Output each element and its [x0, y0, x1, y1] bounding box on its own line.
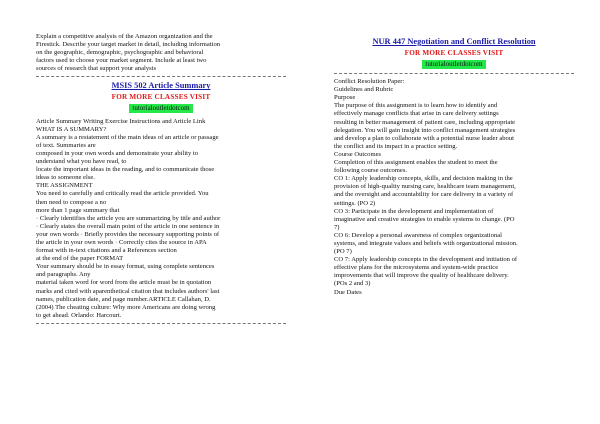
right-title[interactable]: NUR 447 Negotiation and Conflict Resolution: [372, 37, 536, 46]
left-body-text: Article Summary Writing Exercise Instructions and Article Link WHAT IS A SUMMARY? A summary is a restatement of the main ideas of an article or passage of text. Summaries are composed in your own words and demonstrate your ability to understand what you have read, to locate the important ideas in the reading, and to communicate those ideas to someone else. THE ASSIGNMENT You need to carefully and critically read the article provided. You then need to compose a no more than 1 page summary that · Clearly identifies the article you are summarizing by title and author · Clearly states the overall main point of the article in one sentence in your own words · Briefly provides the necessary supporting points of the article in your own words · Correctly cites the source in APA format with in-text citations and a References section at the end of the paper FORMAT Your summary should be in essay format, using complete sentences and paragraphs. Any material taken word for word from the article must be in quotation marks and cited with aparenthetical citation that includes authors' last names, publication date, and page number.ARTICLE Callahan, D. (2004) The cheating culture: Why more Americans are doing wrong to get ahead. Orlando: Harcourt.: [36, 117, 221, 319]
left-column: [36, 33, 286, 328]
right-promo-text: FOR MORE CLASSES VISIT: [404, 49, 504, 57]
right-divider: [334, 73, 574, 74]
right-site-wrap: [334, 60, 574, 69]
left-site-badge[interactable]: tutorialoutletdotcom: [129, 104, 192, 113]
right-site-badge[interactable]: tutorialoutletdotcom: [422, 60, 485, 69]
right-body-text: Conflict Resolution Paper: Guidelines and Rubric Purpose The purpose of this assignment is to learn how to identify and effectively manage conflicts that arise in care delivery settings resulting in better management of patient care, including appropriate delegation. You will gain insight into conflict management strategies and develop a plan to collaborate with a potential nurse leader about the conflict and its impact in a practice setting. Course Outcomes Completion of this assignment enables the student to meet the following course outcomes. CO 1: Apply leadership concepts, skills, and decision making in the provision of high-quality nursing care, healthcare team management, and the oversight and accountability for care delivery in a variety of settings. (PO 2) CO 3: Participate in the development and implementation of imaginative and creative strategies to enable systems to change. (PO 7) CO 6: Develop a personal awareness of complex organizational systems, and integrate values and beliefs with organizational mission. (PO 7) CO 7: Apply leadership concepts in the development and initiation of effective plans for the microsystems and system-wide practice improvements that will improve the quality of healthcare delivery. (POs 2 and 3) Due Dates: [334, 78, 518, 296]
left-bottom-divider: [36, 323, 286, 324]
left-promo-text: FOR MORE CLASSES VISIT: [111, 93, 211, 102]
left-intro-text: Explain a competitive analysis of the Amazon organization and the Firestick. Describe your target market in detail, including information on the geographic, demographic, psychographic and behavioral factors used to choose your market segment. Include at least two sources of research that support your analysis: [36, 33, 221, 73]
left-divider: [36, 76, 286, 77]
left-site-wrap: [36, 104, 286, 113]
left-title[interactable]: MSIS 502 Article Summary: [111, 81, 211, 91]
right-column: [334, 36, 574, 297]
